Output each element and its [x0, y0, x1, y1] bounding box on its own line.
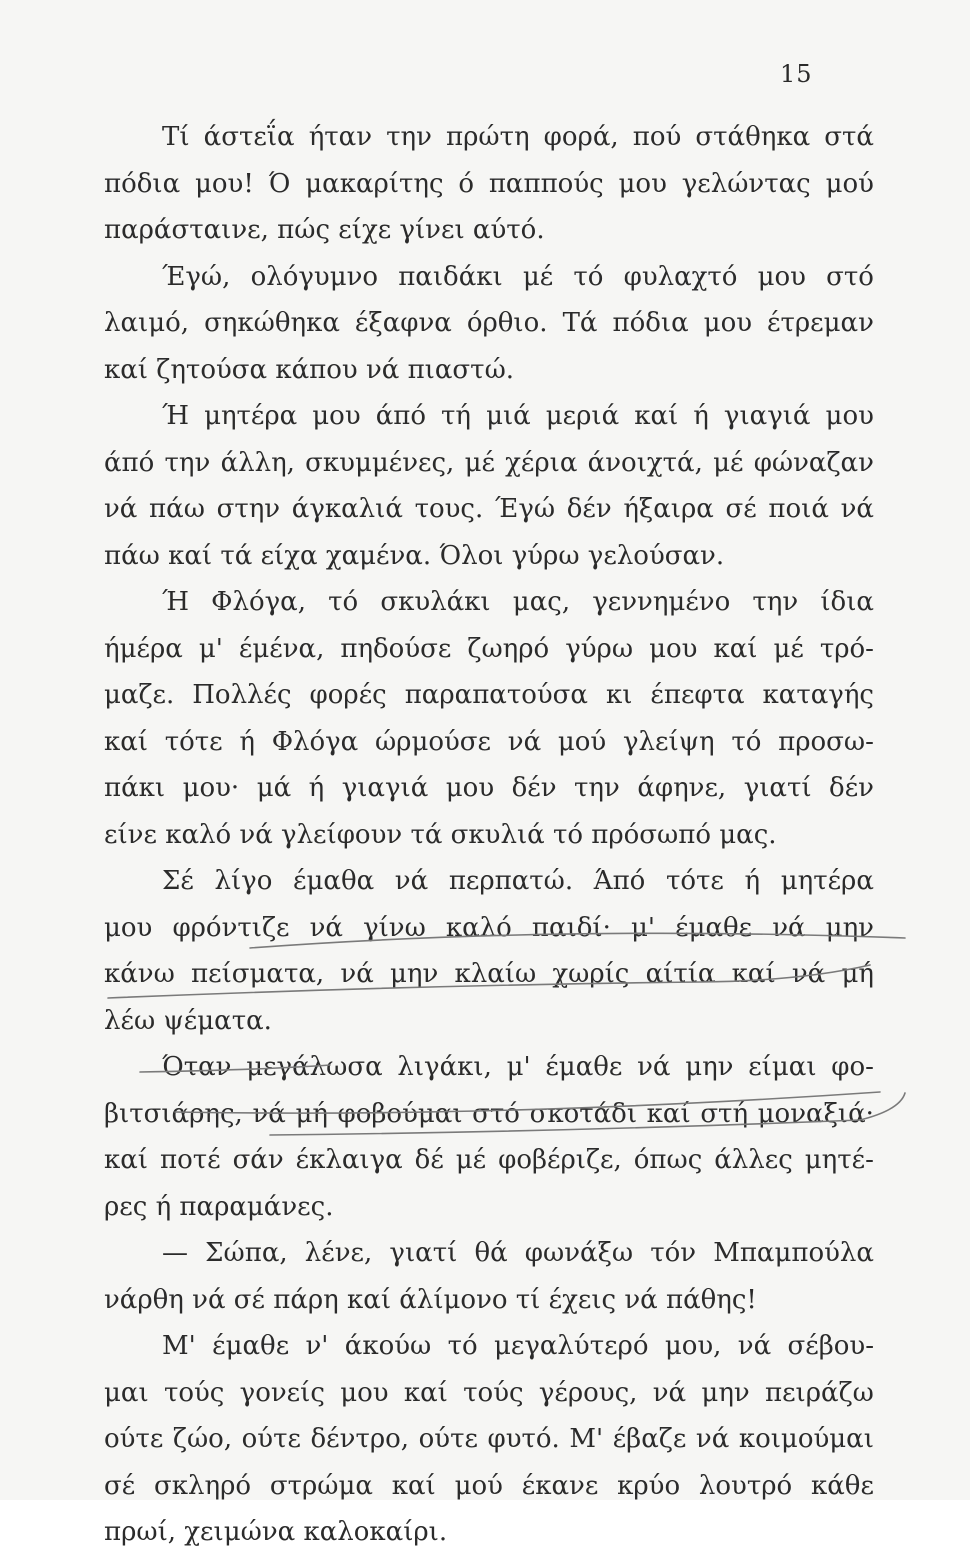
text-line: πρωί, χειμώνα καλοκαίρι. — [104, 1517, 448, 1547]
page-body-text — [104, 114, 874, 1556]
text-line: ούτε ζώο, ούτε δέντρο, ούτε φυτό. Μ' έβαζε νά κοιμούμαι — [104, 1424, 874, 1454]
text-line: λέω ψέματα. — [104, 1005, 272, 1036]
text-line: μου φρόντιζε νά γίνω καλό παιδί· μ' έμαθε νά μην — [104, 912, 874, 943]
page-number: 15 — [780, 60, 813, 88]
text-line: καί ζητούσα κάπου νά πιαστώ. — [104, 354, 515, 385]
text-line: πόδια μου! Ό μακαρίτης ό παππούς μου γελώντας μού — [104, 168, 874, 199]
text-line: Έγώ, ολόγυμνο παιδάκι μέ τό φυλαχτό μου στό — [162, 261, 874, 292]
text-line: σέ σκληρό στρώμα καί μού έκανε κρύο λουτρό κάθε — [104, 1470, 874, 1501]
text-line: Όταν μεγάλωσα λιγάκι, μ' έμαθε νά μην είμαι φο- — [162, 1052, 874, 1082]
text-line: Σέ λίγο έμαθα νά περπατώ. Άπό τότε ή μητέρα — [162, 866, 874, 896]
text-line: πάω καί τά είχα χαμένα. Όλοι γύρω γελούσαν. — [104, 540, 725, 571]
text-line: καί ποτέ σάν έκλαιγα δέ μέ φοβέριζε, όπως άλλες μητέ- — [104, 1145, 874, 1175]
text-line: — Σώπα, λένε, γιατί θά φωνάξω τόν Μπαμπούλα — [162, 1238, 874, 1268]
text-line: καί τότε ή Φλόγα ώρμούσε νά μού γλείψη τό προσω- — [104, 726, 874, 757]
text-line: ήμέρα μ' έμένα, πηδούσε ζωηρό γύρω μου καί μέ τρό- — [104, 633, 874, 664]
text-line: νά πάω στην άγκαλιά τους. Έγώ δέν ήξαιρα σέ ποιά νά — [104, 494, 874, 524]
text-line: μαι τούς γονείς μου καί τούς γέρους, νά μην πειράζω — [104, 1377, 874, 1408]
text-line: νάρθη νά σέ πάρη καί άλίμονο τί έχεις νά πάθης! — [104, 1284, 757, 1315]
text-line: άπό την άλλη, σκυμμένες, μέ χέρια άνοιχτά, μέ φώναζαν — [104, 447, 874, 478]
text-line: βιτσιάρης, νά μή φοβούμαι στό σκοτάδι καί στή μοναξιά· — [104, 1098, 874, 1129]
text-line: Ή Φλόγα, τό σκυλάκι μας, γεννημένο την ίδια — [162, 587, 874, 617]
text-line: παράσταινε, πώς είχε γίνει αύτό. — [104, 215, 545, 245]
text-line: Τί άστεΐα ήταν την πρώτη φορά, πού στάθηκα στά — [162, 122, 874, 152]
text-line: ρες ή παραμάνες. — [104, 1191, 334, 1222]
text-line: Ή μητέρα μου άπό τή μιά μεριά καί ή γιαγιά μου — [162, 401, 874, 431]
text-line: πάκι μου· μά ή γιαγιά μου δέν την άφηνε, γιατί δέν — [104, 773, 874, 803]
text-line: είνε καλό νά γλείφουν τά σκυλιά τό πρόσωπό μας. — [104, 819, 777, 850]
text-line: μαζε. Πολλές φορές παραπατούσα κι έπεφτα καταγής — [104, 680, 874, 710]
text-line: λαιμό, σηκώθηκα έξαφνα όρθιο. Τά πόδια μου έτρεμαν — [104, 308, 874, 338]
text-line: κάνω πείσματα, νά μην κλαίω χωρίς αίτία καί νά μή — [104, 959, 874, 989]
text-line: Μ' έμαθε ν' άκούω τό μεγαλύτερό μου, νά σέβου- — [162, 1331, 874, 1361]
